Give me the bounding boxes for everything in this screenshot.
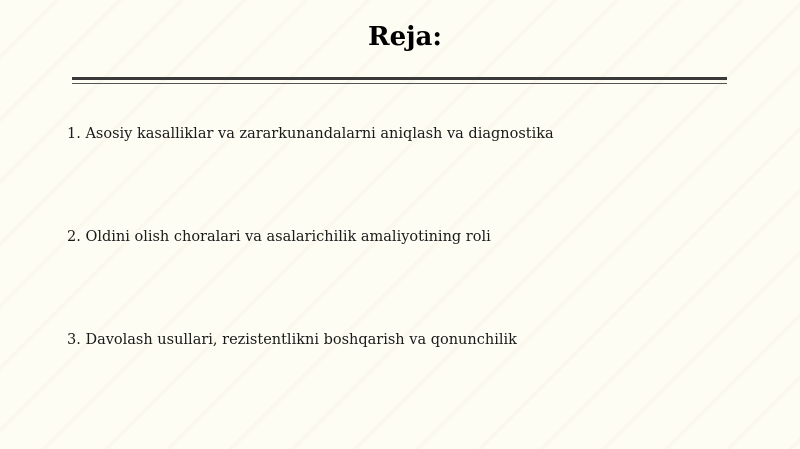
title-divider-thick <box>72 77 727 80</box>
plan-item-1: 1. Asosiy kasalliklar va zararkunandalarni aniqlash va diagnostika <box>67 126 554 142</box>
title-divider-thin <box>72 83 727 84</box>
slide-title: Reja: <box>367 22 442 52</box>
plan-item-2: 2. Oldini olish choralari va asalarichilik amaliyotining roli <box>67 229 491 245</box>
plan-item-3: 3. Davolash usullari, rezistentlikni boshqarish va qonunchilik <box>67 332 517 348</box>
